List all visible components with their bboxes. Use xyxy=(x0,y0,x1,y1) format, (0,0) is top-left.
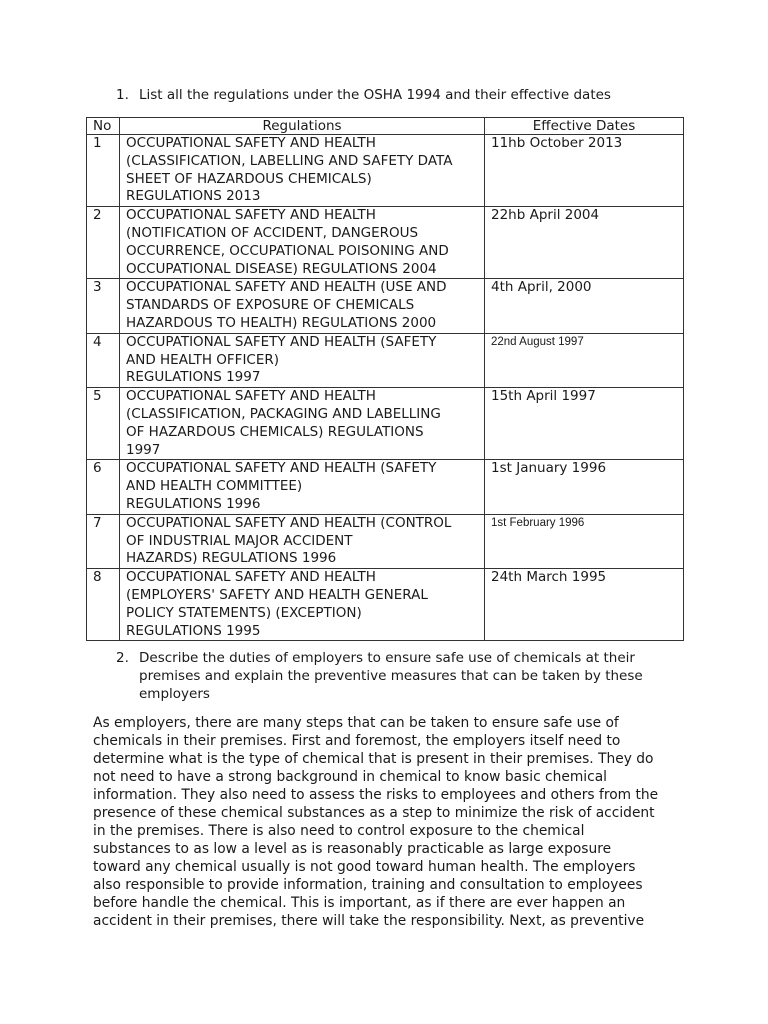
row-number: 7 xyxy=(87,514,120,568)
table-row xyxy=(87,135,684,207)
row-number: 3 xyxy=(87,279,120,333)
effective-date: 15th April 1997 xyxy=(485,388,684,460)
row-number: 2 xyxy=(87,207,120,279)
row-number: 4 xyxy=(87,333,120,387)
regulation-name: OCCUPATIONAL SAFETY AND HEALTH (CLASSIFICATION, LABELLING AND SAFETY DATA SHEET OF HAZARDOUS CHEMICALS) REGULATIONS 2013 xyxy=(120,135,485,207)
table-row xyxy=(87,460,684,514)
question-1-number: 1. xyxy=(116,87,129,103)
table-row xyxy=(87,333,684,387)
effective-date: 24th March 1995 xyxy=(485,569,684,641)
table-row xyxy=(87,514,684,568)
table-body xyxy=(87,135,684,641)
row-number: 5 xyxy=(87,388,120,460)
row-number: 8 xyxy=(87,569,120,641)
header-regulations: Regulations xyxy=(120,118,485,135)
effective-date: 1st February 1996 xyxy=(485,514,684,568)
header-no: No xyxy=(87,118,120,135)
answer-paragraph: As employers, there are many steps that can be taken to ensure safe use of chemicals in their premises. First and foremost, the employers itself need to determine what is the type of chemical that is present in their premises. They do not need to have a strong background in chemical to know basic chemical information. They also need to assess the risks to employees and others from the presence of these chemical substances as a step to minimize the risk of accident in the premises. There is also need to control exposure to the chemical substances to as low a level as is reasonably practicable as large exposure toward any chemical usually is not good toward human health. The employers also responsible to provide information, training and consultation to employees before handle the chemical. This is important, as if there are ever happen an accident in their premises, there will take the responsibility. Next, as preventive xyxy=(93,715,659,929)
table-row xyxy=(87,388,684,460)
effective-date: 22hb April 2004 xyxy=(485,207,684,279)
effective-date: 4th April, 2000 xyxy=(485,279,684,333)
regulation-name: OCCUPATIONAL SAFETY AND HEALTH (CONTROL OF INDUSTRIAL MAJOR ACCIDENT HAZARDS) REGULATIONS 1996 xyxy=(120,514,485,568)
header-effective-dates: Effective Dates xyxy=(485,118,684,135)
question-2-number: 2. xyxy=(116,650,129,666)
regulations-table xyxy=(86,117,684,641)
effective-date: 22nd August 1997 xyxy=(485,333,684,387)
regulation-name: OCCUPATIONAL SAFETY AND HEALTH (CLASSIFICATION, PACKAGING AND LABELLING OF HAZARDOUS CHEMICALS) REGULATIONS 1997 xyxy=(120,388,485,460)
regulation-name: OCCUPATIONAL SAFETY AND HEALTH (EMPLOYERS' SAFETY AND HEALTH GENERAL POLICY STATEMENTS) (EXCEPTION) REGULATIONS 1995 xyxy=(120,569,485,641)
table-header-row xyxy=(87,118,684,135)
regulation-name: OCCUPATIONAL SAFETY AND HEALTH (USE AND STANDARDS OF EXPOSURE OF CHEMICALS HAZARDOUS TO HEALTH) REGULATIONS 2000 xyxy=(120,279,485,333)
table-row xyxy=(87,279,684,333)
regulation-name: OCCUPATIONAL SAFETY AND HEALTH (SAFETY AND HEALTH OFFICER) REGULATIONS 1997 xyxy=(120,333,485,387)
table-row xyxy=(87,569,684,641)
row-number: 1 xyxy=(87,135,120,207)
row-number: 6 xyxy=(87,460,120,514)
table-row xyxy=(87,207,684,279)
effective-date: 11hb October 2013 xyxy=(485,135,684,207)
question-1-text: List all the regulations under the OSHA 1994 and their effective dates xyxy=(139,87,611,103)
regulation-name: OCCUPATIONAL SAFETY AND HEALTH (SAFETY AND HEALTH COMMITTEE) REGULATIONS 1996 xyxy=(120,460,485,514)
regulation-name: OCCUPATIONAL SAFETY AND HEALTH (NOTIFICATION OF ACCIDENT, DANGEROUS OCCURRENCE, OCCUPATIONAL POISONING AND OCCUPATIONAL DISEASE) REGULATIONS 2004 xyxy=(120,207,485,279)
effective-date: 1st January 1996 xyxy=(485,460,684,514)
question-2-text: Describe the duties of employers to ensure safe use of chemicals at their premises and explain the preventive measures that can be taken by these employers xyxy=(139,650,643,702)
